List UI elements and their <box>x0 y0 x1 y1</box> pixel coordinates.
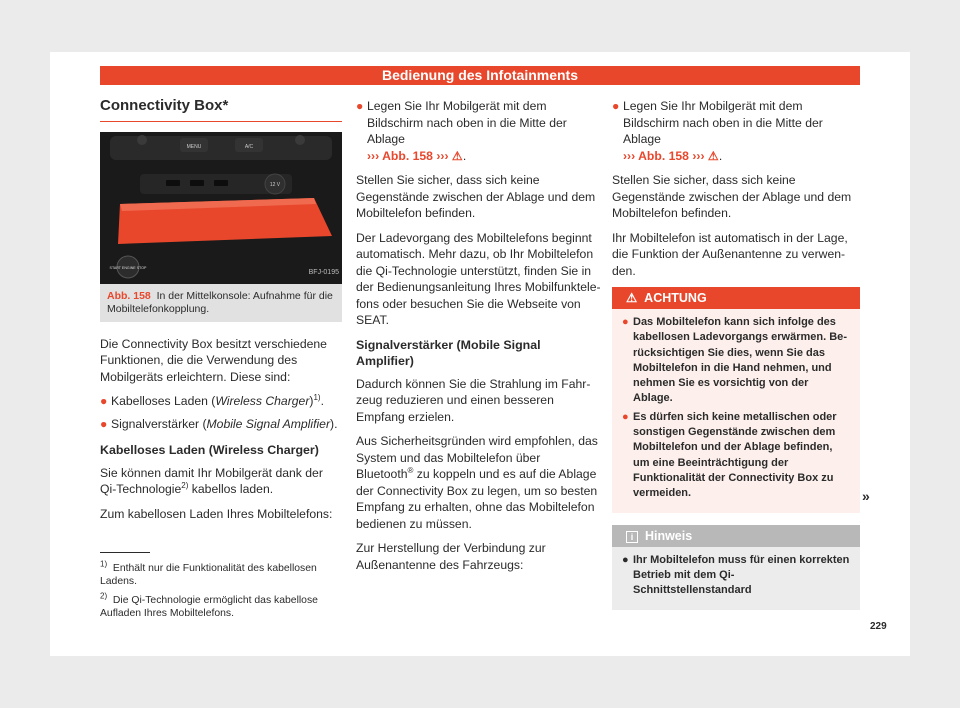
column-right <box>612 98 860 610</box>
bullet-icon: ● <box>100 394 108 408</box>
paragraph: Dadurch können Sie die Strahlung im Fahrzeug reduzieren und einen besseren Empfang erzielen. <box>356 376 591 424</box>
paragraph: Zur Herstellung der Verbindung zur Außenantenne des Fahrzeugs: <box>356 541 546 572</box>
list-item: ● Legen Sie Ihr Mobilgerät mit dem Bildschirm nach oben in die Mitte der Ablage ››› Abb. 158 ››› ⚠. <box>356 99 567 163</box>
warning-header: ⚠ ACHTUNG <box>612 287 860 309</box>
bullet-icon: ● <box>100 416 108 431</box>
list-item: ● Legen Sie Ihr Mobilgerät mit dem Bildschirm nach oben in die Mitte der Ablage ››› Abb. 158 ››› ⚠. <box>612 99 823 163</box>
page-number: 229 <box>870 621 887 632</box>
start-label: START ENGINE STOP <box>109 265 147 270</box>
paragraph: Ihr Mobiltelefon ist automatisch in der Lage, die Funktion der Außenantenne zu verwenden. <box>612 230 848 278</box>
caption-ref: Abb. 158 <box>107 289 151 302</box>
paragraph: Aus Sicherheitsgründen wird empfohlen, das System und das Mobiltelefon über Bluetooth® zu koppeln und es auf die Ablage der Connectivity Box zu legen, um so besten Empfang zu erhalten, ohne das Mobiltelefon bedienen zu müssen. <box>356 434 598 531</box>
usb-port-3 <box>214 180 228 186</box>
subsection-title: Kabelloses Laden (Wireless Charger) <box>100 443 319 457</box>
usb-port-2 <box>190 180 204 186</box>
bullet-icon: ● <box>622 316 629 328</box>
footnotes <box>100 552 342 626</box>
warning-icon: ⚠ <box>626 291 638 305</box>
warning-icon: ⚠ <box>451 148 463 163</box>
figure-link[interactable]: ››› Abb. 158 <box>623 148 689 163</box>
list-item: ● Kabelloses Laden (Wireless Charger)$^{1)}$. <box>100 392 324 408</box>
warning-link[interactable]: ››› ⚠ <box>436 148 463 163</box>
warning-link[interactable]: ››› ⚠ <box>692 148 719 163</box>
footnote: $^{1)}$ Enthält nur die Funktionalität des kabellosen Ladens. <box>100 559 317 588</box>
footnote-divider <box>100 552 150 553</box>
figure-link[interactable]: ››› Abb. 158 <box>367 148 433 163</box>
footnote: $^{2)}$ Die Qi-Technologie ermöglicht das kabellose Aufladen Ihres Mobiltelefons. <box>100 591 318 620</box>
note-header: i Hinweis <box>612 525 860 547</box>
button-icon <box>137 135 147 145</box>
bullet-icon: ● <box>612 99 620 113</box>
column-left <box>100 98 342 530</box>
list-item: ● Es dürfen sich keine metallischen oder sonstigen Gegenstände zwischen dem Mobiltelefon und der Ablage befinden, um eine Beeinträchtigung der Funktionalität der Connectivity Box zu vermeiden. <box>622 410 837 500</box>
console-illustration <box>100 132 342 284</box>
warning-body <box>612 309 860 513</box>
list-item: ● Signalverstärker (Mobile Signal Amplifier). <box>100 416 338 431</box>
bullet-icon: ● <box>356 99 364 113</box>
intro-paragraph: Die Connectivity Box besitzt verschiedene Funktionen, die die Verwendung des Mobilgeräts erleichtern. Diese sind: <box>100 336 327 384</box>
figure-connectivity-box <box>100 132 342 284</box>
paragraph: Stellen Sie sicher, dass sich keine Gegenstände zwischen der Ablage und dem Mobiltelefon befinden. <box>356 173 596 220</box>
list-item: ● Ihr Mobiltelefon muss für einen korrekten Betrieb mit dem Qi-Schnittstellenstandard <box>622 553 850 597</box>
12v-label: 12 V <box>269 181 281 188</box>
bullet-icon: ● <box>622 410 629 423</box>
chapter-header: Bedienung des Infotainments <box>100 66 860 85</box>
figure-tag: BFJ-0195 <box>308 269 339 276</box>
figure-caption <box>100 284 342 322</box>
list-item: ● Das Mobiltelefon kann sich infolge des kabellosen Ladevorgangs erwärmen. Berücksichtigen Sie dies, wenn Sie das Mobiltelefon in die Hand nehmen, und nehmen Sie es vorsichtig von der Ablage. <box>622 316 847 405</box>
paragraph: Stellen Sie sicher, dass sich keine Gegenstände zwischen der Ablage und dem Mobiltelefon befinden. <box>612 173 852 220</box>
continue-arrow-icon: » <box>862 488 870 504</box>
paragraph: Zum kabellosen Laden Ihres Mobiltelefons: <box>100 506 333 521</box>
note-box <box>612 525 860 611</box>
usb-port-1 <box>166 180 180 186</box>
section-title: Connectivity Box* <box>100 98 342 122</box>
paragraph: Sie können damit Ihr Mobilgerät dank der Qi-Technologie$^{2)}$ kabellos laden. <box>100 465 323 496</box>
info-icon: i <box>626 531 638 543</box>
warning-box <box>612 287 860 513</box>
menu-label: MENU <box>186 143 202 150</box>
bullet-icon: ● <box>622 553 629 566</box>
column-middle <box>356 98 601 581</box>
subsection-title: Signalverstärker (Mobile Signal Amplifier) <box>356 337 541 368</box>
ac-label: A/C <box>244 143 254 150</box>
caption-text: In der Mittelkonsole: Aufnahme für die Mobiltelefonkopplung. <box>107 289 333 315</box>
warning-icon: ⚠ <box>707 148 719 163</box>
note-body <box>612 547 860 611</box>
paragraph: Der Ladevorgang des Mobiltelefons beginnt automatisch. Mehr dazu, ob Ihr Mobiltelefon die Qi-Technologie unterstützt, finden Sie in der Bedienungsanleitung Ihres Mobilfunktelefons oder besuchen Sie die Webseite von SEAT. <box>356 230 601 327</box>
